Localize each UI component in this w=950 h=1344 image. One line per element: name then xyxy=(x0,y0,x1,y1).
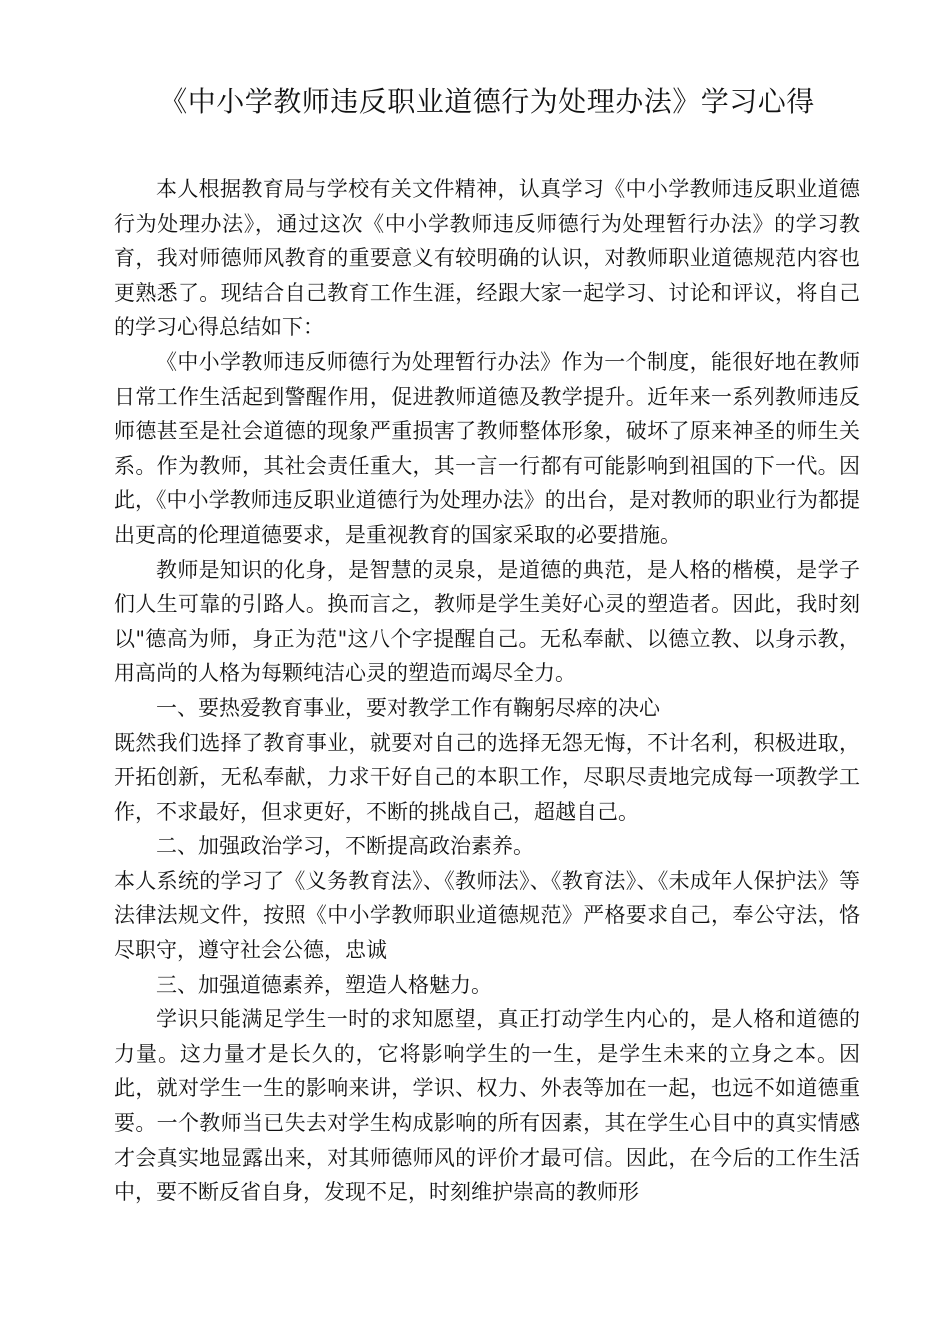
section-heading-3: 三、加强道德素养，塑造人格魅力。 xyxy=(156,972,492,997)
document-title: 《中小学教师违反职业道德行为处理办法》学习心得 xyxy=(159,85,815,118)
section-heading-2: 二、加强政治学习，不断提高政治素养。 xyxy=(156,834,534,859)
paragraph-section-3: 学识只能满足学生一时的求知愿望，真正打动学生内心的，是人格和道德的力量。这力量才是长久的，它将影响学生的一生，是学生未来的立身之本。因此，就对学生一生的影响来讲，学识、权力、外表等加在一起，也远不如道德重要。一个教师当已失去对学生构成影响的所有因素，其在学生心目中的真实情感才会真实地显露出来，对其师德师风的评价才最可信。因此，在今后的工作生活中，要不断反省自身，发现不足，时刻维护崇高的教师形 xyxy=(114,1007,860,1205)
paragraph-intro: 本人根据教育局与学校有关文件精神，认真学习《中小学教师违反职业道德行为处理办法》，通过这次《中小学教师违反师德行为处理暂行办法》的学习教育，我对师德师风教育的重要意义有较明确的认识，对教师职业道德规范内容也更熟悉了。现结合自己教育工作生涯，经跟大家一起学习、讨论和评议，将自己的学习心得总结如下： xyxy=(114,177,860,340)
paragraph-teacher-image: 教师是知识的化身，是智慧的灵泉，是道德的典范，是人格的楷模，是学子们人生可靠的引路人。换而言之，教师是学生美好心灵的塑造者。因此，我时刻以"德高为师，身正为范"这八个字提醒自己。无私奉献、以德立教、以身示教，用高尚的人格为每颗纯洁心灵的塑造而竭尽全力。 xyxy=(114,557,860,686)
section-heading-1: 一、要热爱教育事业，要对教学工作有鞠躬尽瘁的决心 xyxy=(156,695,660,720)
paragraph-section-2: 本人系统的学习了《义务教育法》、《教师法》、《教育法》、《未成年人保护法》等法律法规文件，按照《中小学教师职业道德规范》严格要求自己，奉公守法，恪尽职守，遵守社会公德，忠诚 xyxy=(114,868,860,963)
paragraph-section-1: 既然我们选择了教育事业，就要对自己的选择无怨无悔，不计名利，积极进取，开拓创新，无私奉献，力求干好自己的本职工作，尽职尽责地完成每一项教学工作，不求最好，但求更好，不断的挑战自己，超越自己。 xyxy=(114,730,860,824)
document-page xyxy=(114,0,860,1210)
document-body xyxy=(114,172,860,1210)
paragraph-regulation-role: 《中小学教师违反师德行为处理暂行办法》作为一个制度，能很好地在教师日常工作生活起到警醒作用，促进教师道德及教学提升。近年来一系列教师违反师德甚至是社会道德的现象严重损害了教师整体形象，破坏了原来神圣的师生关系。作为教师，其社会责任重大，其一言一行都有可能影响到祖国的下一代。因此，《中小学教师违反职业道德行为处理办法》的出台，是对教师的职业行为都提出更高的伦理道德要求，是重视教育的国家采取的必要措施。 xyxy=(114,349,860,547)
